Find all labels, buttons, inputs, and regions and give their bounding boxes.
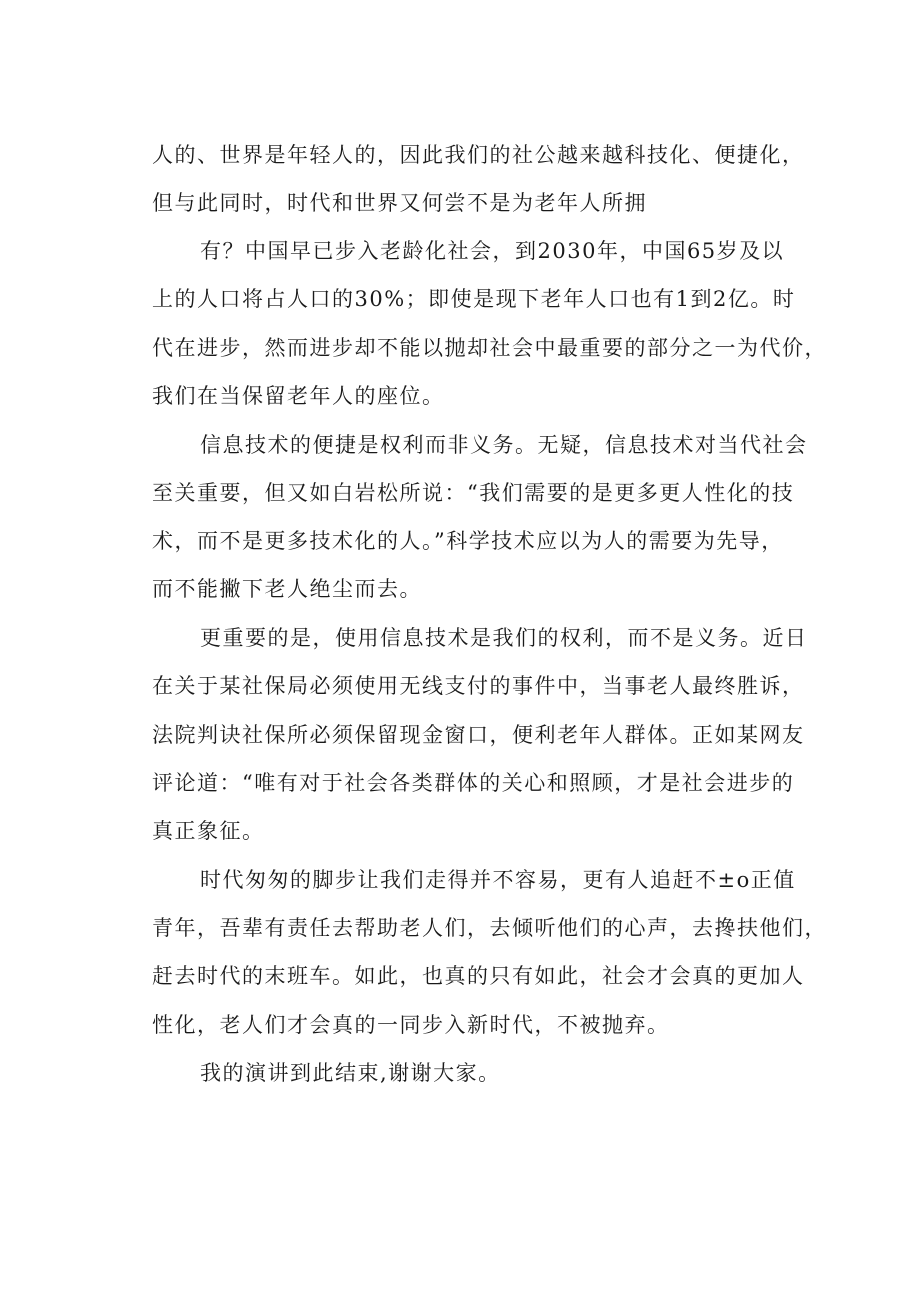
text-line-1: 人的、世界是年轻人的，因此我们的社公越来越科技化、便捷化， [152,143,805,167]
text-line-7: 信息技术的便捷是权利而非义务。无疑，信息技术对当代社会 [200,433,808,457]
text-line-3: 有？中国早已步入老龄化社会，到2030年，中国65岁及以 [200,239,785,263]
text-line-12: 在关于某社保局必须使用无线支付的事件中，当事老人最终胜诉， [152,674,805,698]
text-line-20: 我的演讲到此结束,谢谢大家。 [200,1061,501,1085]
text-line-17: 青年，吾辈有责任去帮助老人们，去倾听他们的心声，去搀扶他们， [152,916,827,940]
text-line-10: 而不能撇下老人绝尘而去。 [152,577,422,601]
text-line-14: 评论道：“唯有对于社会各类群体的关心和照顾，才是社会进步的 [152,771,795,795]
text-line-19: 性化，老人们才会真的一同步入新时代，不被抛弃。 [152,1013,670,1037]
text-line-5: 代在进步，然而进步却不能以抛却社会中最重要的部分之一为代价， [152,336,827,360]
text-line-6: 我们在当保留老年人的座位。 [152,384,445,408]
text-line-2: 但与此同时，时代和世界又何尝不是为老年人所拥 [152,191,647,215]
text-line-9: 术，而不是更多技术化的人。”科学技术应以为人的需要为先导， [152,529,784,553]
text-line-8: 至关重要，但又如白岩松所说：“我们需要的是更多更人性化的技 [152,481,795,505]
text-line-15: 真正象征。 [152,819,265,843]
text-line-16: 时代匆匆的脚步让我们走得并不容易，更有人追赶不±o正值 [200,868,796,892]
text-line-18: 赶去时代的末班车。如此，也真的只有如此，社会才会真的更加人 [152,964,805,988]
text-line-4: 上的人口将占人口的30%；即使是现下老年人口也有1到2亿。时 [152,287,796,311]
text-line-13: 法院判诀社保所必须保留现金窗口，便利老年人群体。正如某网友 [152,723,805,747]
text-line-11: 更重要的是，使用信息技术是我们的权利，而不是义务。近日 [200,626,808,650]
